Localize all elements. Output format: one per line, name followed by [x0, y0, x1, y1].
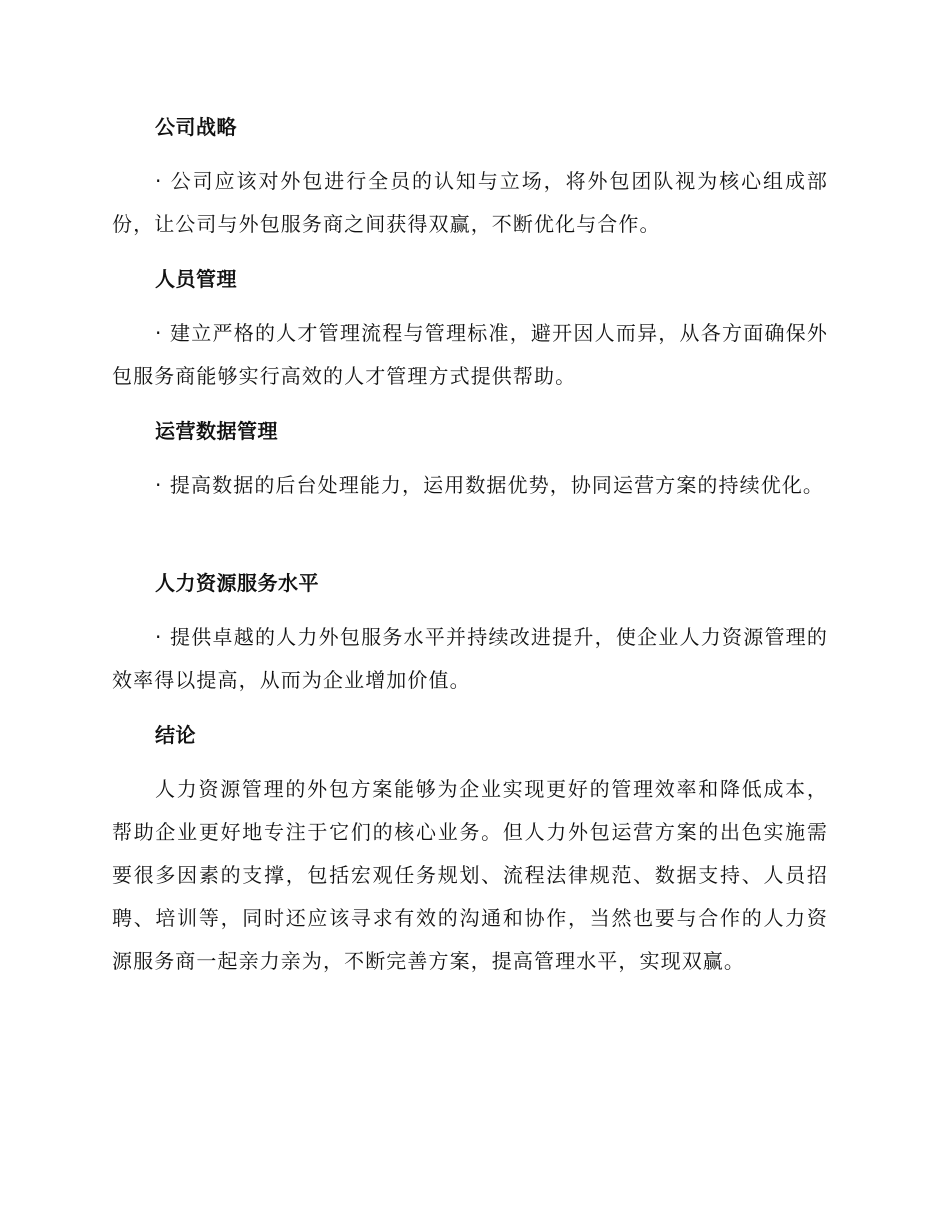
- section-body-operations-data: · 提高数据的后台处理能力，运用数据优势，协同运营方案的持续优化。: [155, 473, 825, 497]
- section-heading-company-strategy: 公司战略: [155, 115, 237, 139]
- section-heading-conclusion: 结论: [155, 723, 196, 747]
- section-body-personnel-management: · 建立严格的人才管理流程与管理标准，避开因人而异，从各方面确保外包服务商能够实行高效的人才管理方式提供帮助。: [112, 321, 828, 388]
- section-body-company-strategy: · 公司应该对外包进行全员的认知与立场，将外包团队视为核心组成部份，让公司与外包服务商之间获得双赢，不断优化与合作。: [112, 169, 828, 236]
- section-heading-operations-data: 运营数据管理: [155, 419, 278, 443]
- section-heading-personnel-management: 人员管理: [155, 267, 237, 291]
- section-body-conclusion: 人力资源管理的外包方案能够为企业实现更好的管理效率和降低成本，帮助企业更好地专注于它们的核心业务。但人力外包运营方案的出色实施需要很多因素的支撑，包括宏观任务规划、流程法律规范、数据支持、人员招聘、培训等，同时还应该寻求有效的沟通和协作，当然也要与合作的人力资源服务商一起亲力亲为，不断完善方案，提高管理水平，实现双赢。: [112, 777, 828, 973]
- section-heading-hr-service-level: 人力资源服务水平: [155, 571, 319, 595]
- section-body-hr-service-level: · 提供卓越的人力外包服务水平并持续改进提升，使企业人力资源管理的效率得以提高，从而为企业增加价值。: [112, 625, 828, 692]
